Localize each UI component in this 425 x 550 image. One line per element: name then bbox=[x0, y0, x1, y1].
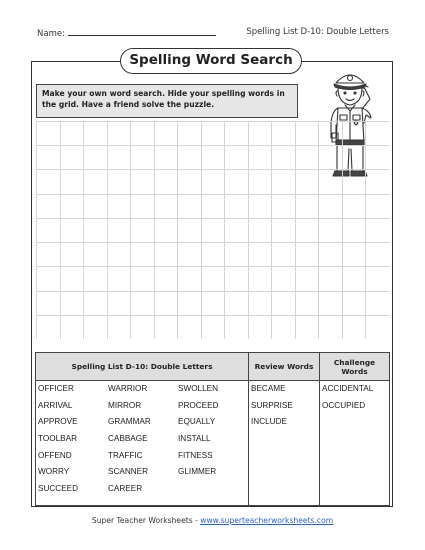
review-header: Review Words bbox=[249, 353, 320, 381]
title-tick-left bbox=[104, 61, 120, 62]
challenge-header: Challenge Words bbox=[320, 353, 390, 381]
spelling-word: OFFICER bbox=[38, 384, 74, 393]
spelling-word: CAREER bbox=[108, 484, 143, 494]
spelling-word: ARRIVAL bbox=[38, 400, 73, 410]
review-cell bbox=[249, 381, 320, 506]
name-label: Name: bbox=[37, 29, 65, 39]
footer-prefix: Super Teacher Worksheets - bbox=[91, 516, 201, 525]
spelling-word: GLIMMER bbox=[178, 467, 217, 477]
spelling-word: TRAFFIC bbox=[108, 450, 143, 460]
page-title: Spelling Word Search bbox=[120, 48, 302, 74]
name-line[interactable] bbox=[68, 27, 216, 36]
word-table bbox=[35, 352, 390, 506]
name-field bbox=[37, 27, 216, 39]
spelling-word: SWOLLEN bbox=[178, 384, 219, 393]
spelling-word: CABBAGE bbox=[108, 434, 148, 444]
spelling-word: EQUALLY bbox=[178, 417, 216, 427]
spelling-column-2 bbox=[108, 383, 178, 500]
spelling-cell bbox=[36, 381, 249, 506]
list-title: Spelling List D-10: Double Letters bbox=[246, 27, 389, 37]
word-search-grid[interactable] bbox=[36, 121, 389, 339]
spelling-word: MIRROR bbox=[108, 400, 142, 410]
grid-lines bbox=[36, 121, 389, 339]
spelling-word: INSTALL bbox=[178, 434, 211, 444]
spelling-word: TOOLBAR bbox=[38, 434, 77, 444]
spelling-column-1 bbox=[38, 383, 108, 500]
spelling-word: FITNESS bbox=[178, 450, 213, 460]
title-tick-right bbox=[302, 61, 318, 62]
spelling-word: PROCEED bbox=[178, 400, 219, 410]
challenge-word: OCCUPIED bbox=[322, 400, 366, 410]
spelling-column-3 bbox=[178, 383, 248, 500]
review-word: SURPRISE bbox=[251, 400, 293, 410]
spelling-word: WORRY bbox=[38, 467, 70, 477]
spelling-word: SUCCEED bbox=[38, 484, 79, 494]
review-word: BECAME bbox=[251, 384, 286, 393]
spelling-word: GRAMMAR bbox=[108, 417, 151, 427]
challenge-cell bbox=[320, 381, 390, 506]
spelling-word: SCANNER bbox=[108, 467, 149, 477]
challenge-word: ACCIDENTAL bbox=[322, 384, 374, 393]
footer bbox=[0, 516, 425, 525]
instructions-box: Make your own word search. Hide your spelling words in the grid. Have a friend solve the puzzle. bbox=[36, 84, 298, 118]
review-word: INCLUDE bbox=[251, 417, 287, 427]
spelling-word: APPROVE bbox=[38, 417, 78, 427]
spelling-word: OFFEND bbox=[38, 450, 72, 460]
footer-link[interactable]: www.superteacherworksheets.com bbox=[200, 516, 334, 525]
spelling-word: WARRIOR bbox=[108, 384, 148, 393]
spelling-header: Spelling List D-10: Double Letters bbox=[36, 353, 249, 381]
